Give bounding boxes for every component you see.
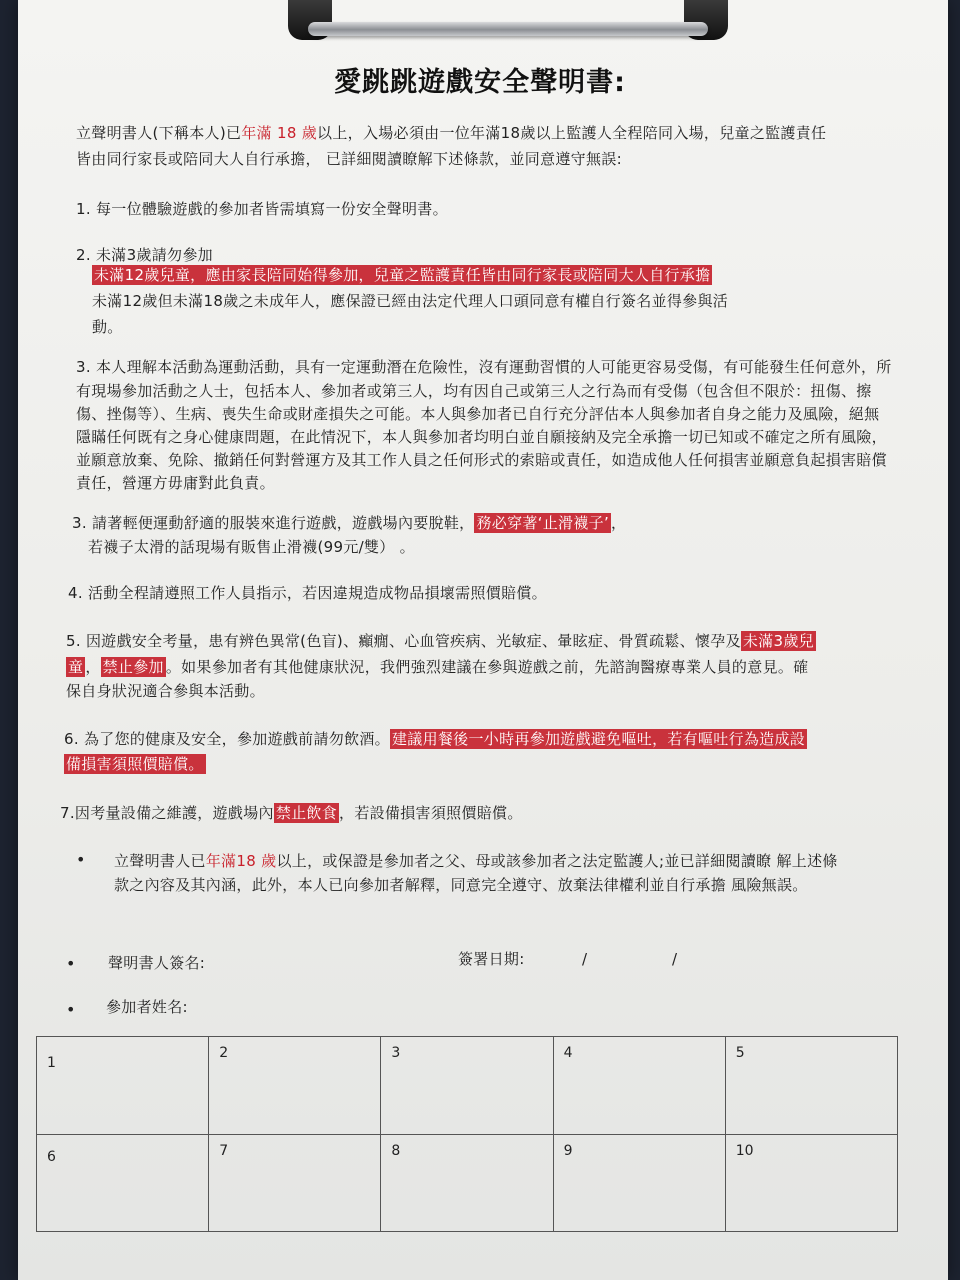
cell-number: 6 <box>47 1148 56 1165</box>
cell-number: 3 <box>391 1045 401 1061</box>
cell-number: 9 <box>563 1142 573 1159</box>
item-5-highlight-child: 童 <box>68 658 84 676</box>
participant-cell-4[interactable] <box>553 1037 725 1135</box>
item-3b-line-2: 若襪子太滑的話現場有販售止滑襪(99元/雙） 。 <box>88 538 415 556</box>
intro-text: 以上，入場必須由一位年滿18歲以上監護人全程陪同入場，兒童之監護責任 <box>317 124 827 142</box>
item-7-text: ，若設備損害須照價賠償。 <box>339 804 523 822</box>
participant-cell-9[interactable] <box>553 1134 725 1232</box>
item-3-line-4: 隱瞞任何既有之身心健康問題，在此情況下，本人與參加者均明白並自願接納及完全承擔一切已知或不確定之所有風險， <box>76 428 887 446</box>
grid-row <box>37 1134 898 1232</box>
item-2-line-3: 未滿12歲但未滿18歲之未成年人，應保證已經由法定代理人口頭同意有權自行簽名並得參與活 <box>92 292 729 310</box>
item-2-title: 2. 未滿3歲請勿參加 <box>76 246 213 264</box>
item-3b-comma: ， <box>611 514 627 532</box>
signer-bullet: • <box>66 954 76 973</box>
clip-wire <box>308 22 708 36</box>
signer-label: 聲明書人簽名: <box>108 954 206 972</box>
item-6-line-2 <box>64 753 206 775</box>
item-3b-text: 3. 請著輕便運動舒適的服裝來進行遊戲，遊戲場內要脫鞋， <box>72 514 475 532</box>
cell-number: 2 <box>219 1045 229 1061</box>
cell-number: 10 <box>735 1142 754 1159</box>
item-6-highlight: 建議用餐後一小時再參加遊戲避免嘔吐，若有嘔吐行為造成設 <box>391 730 806 748</box>
final-text: 以上，或保證是參加者之父、母或該參加者之法定監護人;並已詳細閱讀瞭 解上述條 <box>276 852 838 870</box>
intro-line-2: 皆由同行家長或陪同大人自行承擔， 已詳細閱讀瞭解下述條款，並同意遵守無誤: <box>76 150 622 168</box>
intro-line-1 <box>76 122 826 144</box>
participant-cell-2[interactable] <box>209 1037 381 1135</box>
item-3-line-1: 3. 本人理解本活動為運動活動，具有一定運動潛在危險性，沒有運動習慣的人可能更容易受傷，有可能發生任何意外，所 <box>76 358 892 376</box>
item-2-line-4: 動。 <box>92 318 123 336</box>
intro-age-red: 年滿 18 歲 <box>241 124 318 142</box>
intro-text: 立聲明書人(下稱本人)已 <box>76 124 242 142</box>
participant-cell-1[interactable] <box>37 1037 209 1135</box>
final-bullet: • <box>76 850 86 869</box>
date-slash-2: / <box>672 950 678 968</box>
item-5-text: 5. 因遊戲安全考量，患有辨色異常(色盲)、癲癇、心血管疾病、光敏症、暈眩症、骨質疏鬆、懷孕及 <box>66 632 741 650</box>
item-3-line-6: 責任，營運方毋庸對此負責。 <box>76 474 275 492</box>
participant-cell-10[interactable] <box>725 1134 897 1232</box>
grid-row <box>37 1037 898 1135</box>
item-7 <box>60 802 523 824</box>
item-5-text: 。如果參加者有其他健康狀況，我們強烈建議在參與遊戲之前，先諮詢醫療專業人員的意見。確 <box>165 658 809 676</box>
cell-number: 4 <box>563 1045 573 1061</box>
item-5-line-3: 保自身狀況適合參與本活動。 <box>66 682 265 700</box>
item-3b-line-1 <box>72 512 626 534</box>
item-3-line-5: 並願意放棄、免除、撤銷任何對營運方及其工作人員之任何形式的索賠或責任，如造成他人任何損害並願意負起損害賠償 <box>76 451 887 469</box>
participant-cell-5[interactable] <box>725 1037 897 1135</box>
final-text: 立聲明書人已 <box>114 852 206 870</box>
cell-number: 7 <box>219 1142 229 1159</box>
item-4: 4. 活動全程請遵照工作人員指示，若因違規造成物品損壞需照價賠償。 <box>68 584 547 602</box>
item-5-line-1 <box>66 630 816 652</box>
participant-cell-6[interactable] <box>37 1134 209 1232</box>
item-3b-highlight: 務必穿著‘止滑襪子’ <box>476 514 610 532</box>
participant-bullet: • <box>66 1000 76 1019</box>
participant-cell-7[interactable] <box>209 1134 381 1232</box>
item-7-text: 7.因考量設備之維護，遊戲場內 <box>60 804 274 822</box>
item-6-highlight-2: 備損害須照價賠償。 <box>66 755 204 773</box>
item-3-line-2: 有現場參加活動之人士，包括本人、參加者或第三人，均有因自己或第三人之行為而有受傷（包含但不限於：扭傷、擦 <box>76 382 872 400</box>
item-2-highlight: 未滿12歲兒童，應由家長陪同始得參加，兒童之監護責任皆由同行家長或陪同大人自行承擔 <box>94 266 711 284</box>
cell-number: 1 <box>47 1055 56 1071</box>
participant-grid <box>36 1036 898 1232</box>
item-3-line-3: 傷、挫傷等）、生病、喪失生命或財產損失之可能。本人與參加者已自行充分評估本人與參加者自身之能力及風險，絕無 <box>76 405 880 423</box>
item-5-highlight-age: 未滿3歲兒 <box>742 632 814 650</box>
document-title: 愛跳跳遊戲安全聲明書: <box>334 67 626 98</box>
final-line-2: 款之內容及其內涵，此外，本人已向參加者解釋，同意完全遵守、放棄法律權利並自行承擔 風險無誤。 <box>114 876 808 894</box>
item-6-text: 6. 為了您的健康及安全，參加遊戲前請勿飲酒。 <box>64 730 390 748</box>
date-slash-1: / <box>582 950 588 968</box>
item-5-line-2 <box>66 656 808 678</box>
date-label: 簽署日期: <box>458 950 525 968</box>
clipboard-clip <box>288 0 728 50</box>
final-age-red: 年滿18 歲 <box>205 852 277 870</box>
participant-label: 參加者姓名: <box>106 998 188 1016</box>
cell-number: 8 <box>391 1142 401 1159</box>
item-1: 1. 每一位體驗遊戲的參加者皆需填寫一份安全聲明書。 <box>76 200 448 218</box>
item-7-highlight: 禁止飲食 <box>275 804 338 822</box>
item-5-comma: ， <box>85 658 101 676</box>
item-2-line-2 <box>92 264 712 286</box>
participant-cell-8[interactable] <box>381 1134 553 1232</box>
item-6-line-1 <box>64 728 807 750</box>
participant-cell-3[interactable] <box>381 1037 553 1135</box>
final-line-1 <box>114 850 838 872</box>
cell-number: 5 <box>735 1045 745 1061</box>
item-5-highlight-prohibited: 禁止參加 <box>102 658 164 676</box>
